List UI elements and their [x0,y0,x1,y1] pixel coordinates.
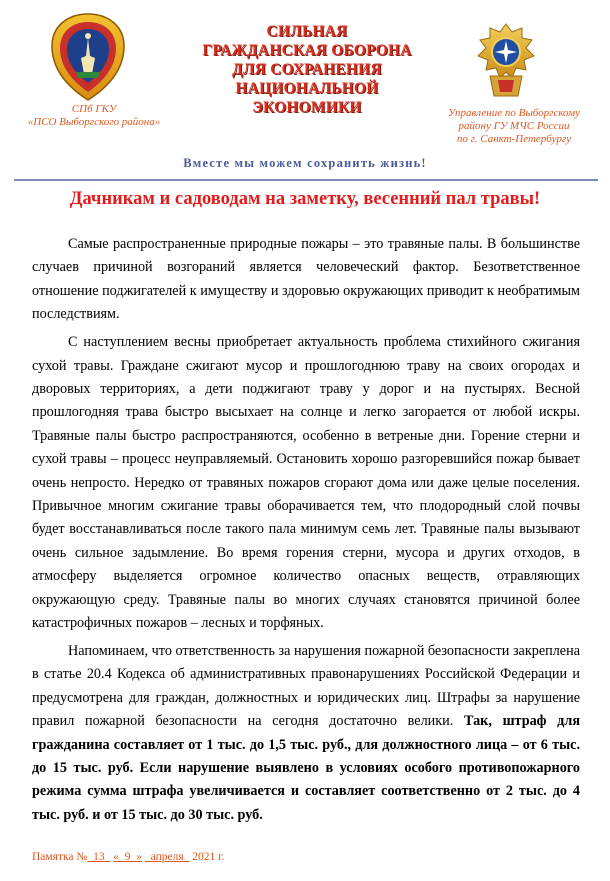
right-org-line-1: Управление по Выборгскому [447,107,581,119]
header-divider [14,179,598,181]
motto: Вместе мы можем сохранить жизнь! [183,156,427,170]
slogan-line-3: ДЛЯ СОХРАНЕНИЯ [232,61,382,78]
left-org-line-1: СПб ГКУ [71,103,117,115]
slogan-line-2: ГРАЖДАНСКАЯ ОБОРОНА [202,42,412,59]
paragraph-3 [32,640,580,827]
pso-emblem-logo [48,12,128,102]
left-org-line-2: «ПСО Выборгского района» [27,116,161,128]
memo-day-value: 9 [124,851,131,863]
slogan-line-5: ЭКОНОМИКИ [252,99,362,116]
memo-footer [32,851,224,863]
paragraph-3-fines: Так, штраф для гражданина составляет от 1 тыс. до 1,5 тыс. руб., для должностного лица – от 6 тыс. до 15 тыс. руб. Если нарушение выявлено в условиях особого противопожарного режима сумма штрафа увеличивается и составляет соответственно от 2 тыс. до 4 тыс. руб. и от 15 тыс. до 30 тыс. руб. [32,713,580,823]
body-text [32,233,580,832]
right-org-line-3: по г. Санкт-Петербургу [456,133,572,145]
paragraph-1: Самые распространенные природные пожары – это травяные палы. В большинстве случаев причиной возгораний является человеческий фактор. Безответственное отношение поджигателей к имуществу и здоровью окружающих приводит к необратимым последствиям. [32,236,580,323]
memo-year: 2021 г. [192,851,225,863]
right-organization-name [428,107,600,146]
slogan-line-4: НАЦИОНАЛЬНОЙ [235,80,379,97]
paragraph-2: С наступлением весны приобретает актуальность проблема стихийного сжигания сухой травы. Граждане сжигают мусор и прошлогоднюю траву на своих огородах и дворовых территориях, а дети поджигают траву у дорог и на пустырях. Весной прошлогодняя трава быстро высыхает на солнце и легко загорается от любой искры. Травяные палы быстро распространяются, особенно в ветреные дни. Горение стерни и сухой травы – процесс неуправляемый. Остановить хорошо разгоревшийся пожар бывает очень непросто. Нередко от травяных пожаров сгорают дома или даже целые поселения. Привычное многим сжигание травы оборачивается тем, что плодородный слой почвы будет восстанавливаться после такого пала минимум семь лет. Травяные палы вызывают очень сильное задымление. Во время горения стерни, мусора и других отходов, в атмосферу выделяется огромное количество опасных веществ, отравляющих окружающую среду. Травяные палы во многих случаях становятся причиной более катастрофичных пожаров – лесных и торфяных. [32,334,580,631]
paragraph-3-text: Напоминаем, что ответственность за нарушения пожарной безопасности закреплена в статье 20.4 Кодекса об административных правонарушениях Российской Федерации и предусмотрена для граждан, должностных и юридических лиц. Штрафы за нарушение правил пожарной безопасности на сегодня достаточно велики. [32,642,580,730]
memo-date-day: «_9_» [113,851,142,863]
slogan-title [182,22,432,117]
memo-month-value: апреля [150,851,184,863]
right-org-line-2: району ГУ МЧС России [458,120,570,132]
memo-number: _13_ [87,851,111,863]
headline: Дачникам и садоводам на заметку, весенний пал травы! [69,189,541,209]
memo-date-month: _апреля_ [144,851,190,863]
emercom-emblem-logo [470,18,542,100]
memo-number-value: 13 [93,851,105,863]
memo-prefix: Памятка № [32,851,88,863]
left-organization-name [14,103,174,129]
slogan-line-1: СИЛЬНАЯ [266,23,348,40]
